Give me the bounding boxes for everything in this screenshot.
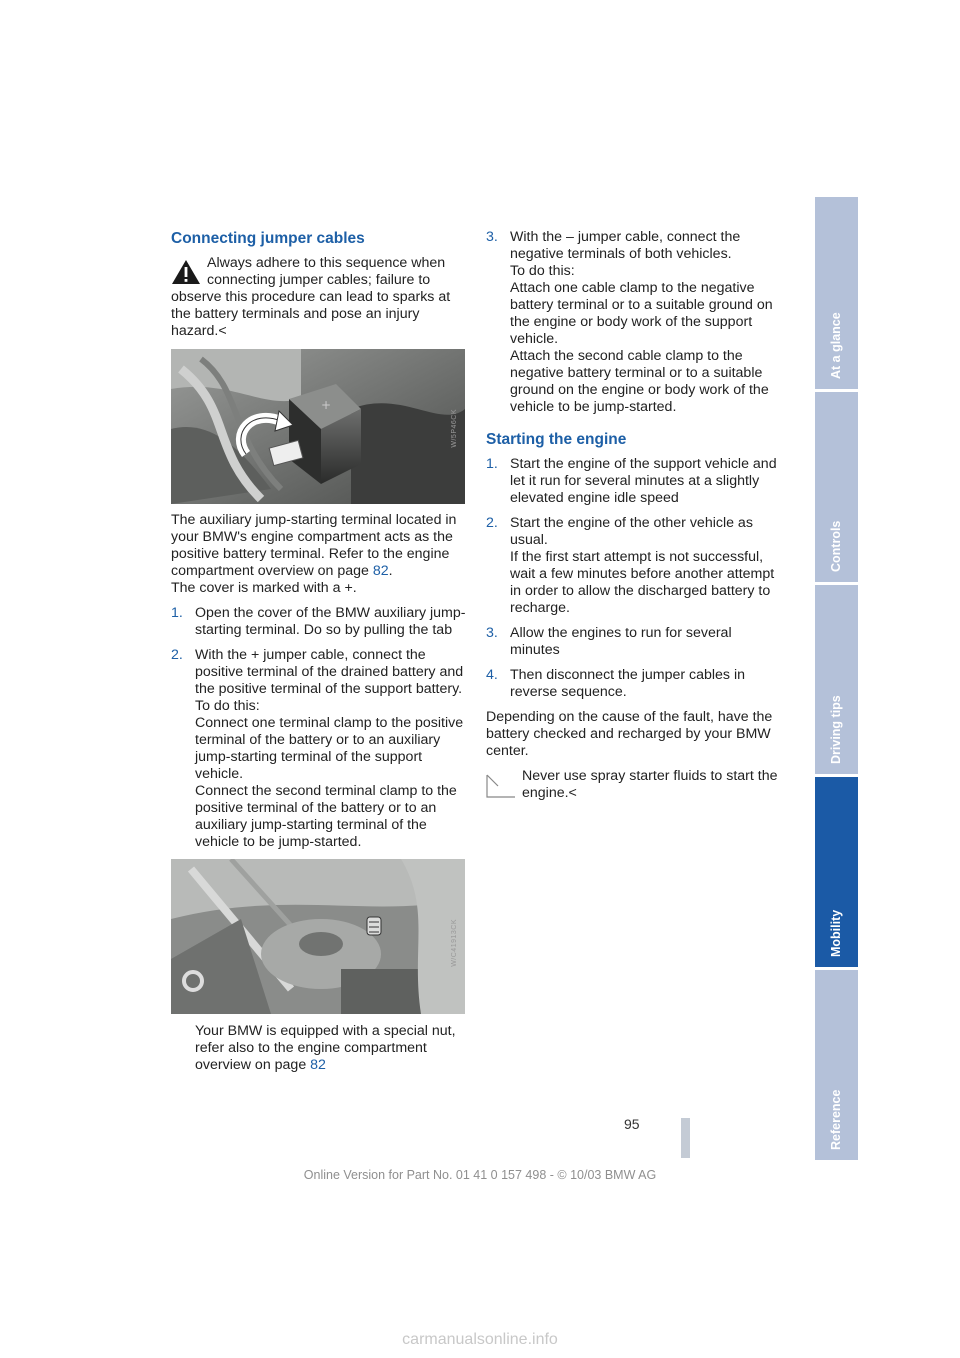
tab-label: Mobility <box>828 909 843 957</box>
intro-text: The auxiliary jump-starting terminal located in your BMW's engine compartment acts as the positive battery terminal. Refer to the engine compartment overview on page <box>171 512 457 579</box>
warning-text: Always adhere to this sequence when connecting jumper cables; failure to observe this procedure can lead to sparks at the battery terminals and pose an injury hazard.< <box>171 255 451 339</box>
step-text: With the – jumper cable, connect the negative terminals of both vehicles. <box>510 229 741 262</box>
side-navigation <box>815 197 858 1160</box>
photo-code: W/C41913CK <box>451 919 458 967</box>
warning-paragraph <box>171 255 466 340</box>
tab-label: Driving tips <box>828 695 843 764</box>
step-subtext: Connect the second terminal clamp to the positive terminal of the battery or to an auxiliary jump-starting terminal of the vehicle to be jump-started. <box>195 783 457 850</box>
battery-check-paragraph: Depending on the cause of the fault, have the battery checked and recharged by your BMW center. <box>486 709 773 759</box>
special-nut-text: Your BMW is equipped with a special nut, refer also to the engine compartment overview on page <box>195 1023 456 1073</box>
special-nut-photo <box>171 859 465 1014</box>
page-number-bar <box>681 1118 690 1158</box>
steps-list-right-continued <box>486 229 778 416</box>
intro-cover-text: The cover is marked with a +. <box>171 580 357 596</box>
step-text: Start the engine of the other vehicle as usual. <box>510 515 753 548</box>
step-subtext: Attach the second cable clamp to the negative battery terminal or to a suitable ground on the engine or body work of the vehicle to be jump-started. <box>510 348 769 415</box>
step-text: Allow the engines to run for several minutes <box>510 625 732 658</box>
watermark-text: carmanualsonline.info <box>402 1331 558 1348</box>
list-item <box>486 667 778 701</box>
step-number: 2. <box>171 647 183 663</box>
tab-mobility[interactable] <box>815 777 858 967</box>
list-item <box>486 229 778 416</box>
tab-at-a-glance[interactable] <box>815 197 858 389</box>
footer-text: Online Version for Part No. 01 41 0 157 498 - © 10/03 BMW AG <box>303 1168 657 1182</box>
page-link-82[interactable]: 82 <box>310 1057 326 1073</box>
step-number: 1. <box>171 605 183 621</box>
note-text: Never use spray starter fluids to start the engine.< <box>522 768 778 801</box>
step-subtext: To do this: <box>510 263 575 279</box>
steps-list-left <box>171 605 466 851</box>
list-item <box>171 647 466 851</box>
section-heading-connecting: Connecting jumper cables <box>171 230 365 247</box>
photo-code: W/5P46CK <box>451 409 458 448</box>
step-number: 1. <box>486 456 498 472</box>
list-item <box>486 456 778 507</box>
page-link-82[interactable]: 82 <box>372 563 389 579</box>
battery-terminal-photo <box>171 349 465 504</box>
step-text: Then disconnect the jumper cables in reverse sequence. <box>510 667 746 700</box>
step-subtext: Attach one cable clamp to the negative battery terminal or to a suitable ground on the engine or body work of the support vehicle. <box>510 280 773 347</box>
tab-driving-tips[interactable] <box>815 585 858 774</box>
left-column <box>171 229 466 1074</box>
intro-paragraph <box>171 512 466 597</box>
list-item <box>486 515 778 617</box>
intro-period: . <box>388 563 393 579</box>
note-check-icon <box>486 772 516 798</box>
tab-label: Controls <box>828 520 843 572</box>
step-subtext: If the first start attempt is not successful, wait a few minutes before another attempt in order to allow the discharged battery to recharge. <box>510 549 775 616</box>
right-column <box>486 229 778 802</box>
step-text: With the + jumper cable, connect the positive terminal of the drained battery and the positive terminal of the support battery. <box>195 647 464 697</box>
svg-text:+: + <box>321 398 332 412</box>
step-number: 3. <box>486 229 498 245</box>
tab-label: Reference <box>828 1089 843 1150</box>
warning-triangle-icon <box>171 259 201 285</box>
step-text: Open the cover of the BMW auxiliary jump-starting terminal. Do so by pulling the tab <box>195 605 466 638</box>
step-subtext: Connect one terminal clamp to the positive terminal of the battery or to an auxiliary jump-starting terminal of the support vehicle. <box>195 715 464 782</box>
tab-label: At a glance <box>828 312 843 379</box>
step-subtext: To do this: <box>195 698 260 714</box>
step-number: 2. <box>486 515 498 531</box>
tab-reference[interactable] <box>815 970 858 1160</box>
page-number: 95 <box>624 1116 640 1132</box>
step-number: 3. <box>486 625 498 641</box>
tab-controls[interactable] <box>815 392 858 582</box>
step-text: Start the engine of the support vehicle and let it run for several minutes at a slightly elevated engine idle speed <box>510 456 777 506</box>
list-item <box>486 625 778 659</box>
step-number: 4. <box>486 667 498 683</box>
note-paragraph <box>486 768 778 802</box>
section-heading-starting: Starting the engine <box>486 431 627 448</box>
steps-list-starting <box>486 456 778 701</box>
special-nut-paragraph <box>171 1023 466 1074</box>
list-item <box>171 605 466 639</box>
